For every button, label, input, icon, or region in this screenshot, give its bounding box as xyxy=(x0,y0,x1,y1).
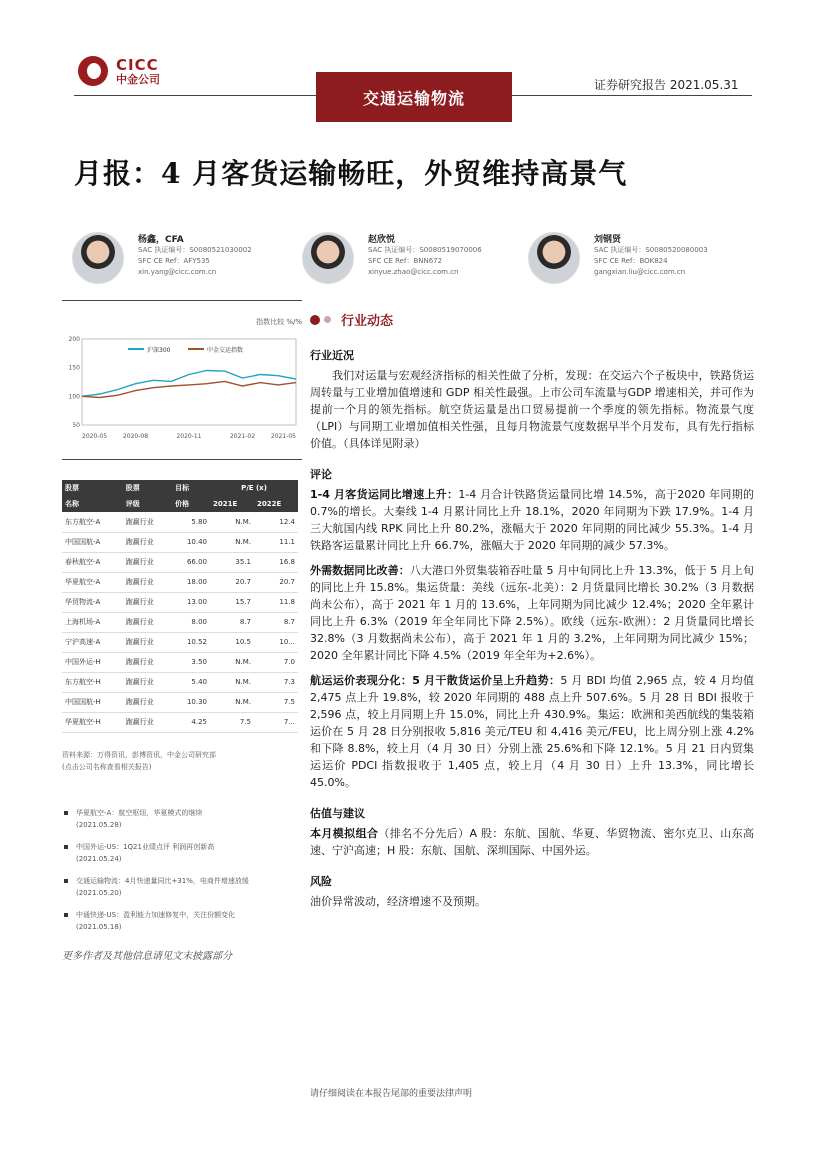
right-column xyxy=(310,310,754,910)
table-cell: N.M. xyxy=(210,652,254,672)
para-lead: 外需数据同比改善： xyxy=(310,564,410,577)
table-row xyxy=(62,592,298,612)
logo-en: CICC xyxy=(116,56,159,74)
related-date: (2021.05.18) xyxy=(76,922,122,931)
para-lead: 本月模拟组合 xyxy=(310,827,379,840)
stock-name-link[interactable]: 宁沪高速-A xyxy=(62,632,123,652)
related-title[interactable]: 中通快递-US：盈利能力加速修复中，关注份额变化 xyxy=(76,910,236,919)
legend-label: 沪深300 xyxy=(147,347,171,354)
analyst-name: 刘钢贤 xyxy=(594,235,622,245)
chart-meta: 指数比较 %/% xyxy=(256,318,302,326)
y-tick-label: 50 xyxy=(72,422,80,429)
th: 价格 xyxy=(172,496,210,512)
sector-badge: 交通运输物流 xyxy=(316,72,512,122)
legend-label: 中金交运指数 xyxy=(207,347,244,354)
table-cell: 15.7 xyxy=(210,592,254,612)
table-cell: 35.1 xyxy=(210,552,254,572)
table-cell: 20.7 xyxy=(210,572,254,592)
y-tick-label: 150 xyxy=(68,364,80,372)
table-row xyxy=(62,712,298,732)
related-date: (2021.05.20) xyxy=(76,888,122,897)
table-cell: N.M. xyxy=(210,532,254,552)
related-report-item[interactable] xyxy=(62,807,302,831)
analyst-sac: SAC 执证编号：S0080521030002 xyxy=(138,246,252,254)
table-cell: 7.5 xyxy=(254,692,298,712)
analyst-avatar xyxy=(302,232,354,284)
table-cell: 10.30 xyxy=(172,692,210,712)
para-body: 5 月 BDI 均值 2,965 点，较 4 月均值 2,475 点上升 19.8%，较 2020 年同期的 488 点上升 507.6%。5 月 28 日 BDI 报收于 2,596 点，较上月同期上升 15.0%，同比上升 430.9%。集运：欧洲和美西航线的集装箱运价在 5 月 28 日分别报收 5,816 美元/TEU 和 4,416 美元/FEU，比上周分别上涨 4.2%和下降 8.8%，较上月（4 月 30 日）分别上涨 25.6%和下降 12.1%。5 月 21 日内贸集运运价 PDCI 指数报收于 1,405 点，较上月（4 月 30 日）上升 13.3%，同比增长 45.0%。 xyxy=(310,674,754,789)
divider xyxy=(62,300,302,301)
x-tick-label: 2021-05 xyxy=(270,433,296,440)
table-header-row xyxy=(62,480,298,496)
analyst-card xyxy=(594,232,708,278)
para-risk: 油价异常波动，经济增速不及预期。 xyxy=(310,895,486,908)
para-shipping xyxy=(310,672,754,791)
table-cell: 12.4 xyxy=(254,512,298,532)
y-tick-label: 200 xyxy=(68,336,80,343)
table-cell: 跑赢行业 xyxy=(123,712,172,732)
analyst-avatar xyxy=(72,232,124,284)
cicc-logo-icon xyxy=(78,56,108,86)
table-cell: 7.0 xyxy=(254,652,298,672)
logo-cn: 中金公司 xyxy=(116,73,160,86)
plot-frame xyxy=(82,339,296,425)
table-cell: 8.7 xyxy=(254,612,298,632)
para-body: 1-4 月合计铁路货运量同比增 14.5%，高于2020 年同期的 0.7%的增长。大秦线 1-4 月累计同比上升 18.1%，2020 年同期为下跌 17.9%。1-4 月三大航国内线 RPK 同比上升 80.2%，涨幅大于 2020 年同期的同比减少 55.3%。1-4 月铁路客运量累计同比上升 66.7%，涨幅大于 2020 年同期的减少 57.3%。 xyxy=(310,488,754,552)
para-portfolio xyxy=(310,825,754,859)
stock-name-link[interactable]: 东方航空-A xyxy=(62,512,123,532)
th: 目标 xyxy=(172,480,210,496)
th: 2021E xyxy=(210,496,254,512)
table-row xyxy=(62,612,298,632)
table-cell: 18.00 xyxy=(172,572,210,592)
analyst-card xyxy=(138,232,252,278)
table-cell: 跑赢行业 xyxy=(123,552,172,572)
table-cell: 跑赢行业 xyxy=(123,512,172,532)
th: 名称 xyxy=(62,496,123,512)
heading-recent: 行业近况 xyxy=(310,349,354,362)
table-cell: 4.25 xyxy=(172,712,210,732)
analyst-sfc: SFC CE Ref：AFY535 xyxy=(138,257,210,265)
related-report-item[interactable] xyxy=(62,909,302,933)
analyst-email[interactable]: xinyue.zhao@cicc.com.cn xyxy=(368,268,459,276)
table-cell: 跑赢行业 xyxy=(123,692,172,712)
para-body: （排名不分先后）A 股：东航、国航、华夏、华贸物流、密尔克卫、山东高速、宁沪高速；H 股：东航、国航、深圳国际、中国外运。 xyxy=(310,827,754,857)
th: 2022E xyxy=(254,496,298,512)
table-cell: N.M. xyxy=(210,512,254,532)
report-type-date: 证券研究报告 2021.05.31 xyxy=(594,78,739,92)
analyst-avatar xyxy=(528,232,580,284)
stock-name-link[interactable]: 华夏航空-H xyxy=(62,712,123,732)
table-cell: 66.00 xyxy=(172,552,210,572)
stock-name-link[interactable]: 春秋航空-A xyxy=(62,552,123,572)
related-date: (2021.05.24) xyxy=(76,854,122,863)
analyst-email[interactable]: gangxian.liu@cicc.com.cn xyxy=(594,268,686,276)
table-row xyxy=(62,572,298,592)
analyst-name: 赵欣悦 xyxy=(368,235,396,245)
table-cell: 11.1 xyxy=(254,532,298,552)
stock-name-link[interactable]: 中国国航-H xyxy=(62,692,123,712)
x-tick-label: 2020-05 xyxy=(82,433,108,440)
table-cell: 跑赢行业 xyxy=(123,652,172,672)
bullet-dot-icon xyxy=(324,316,331,323)
table-cell: 8.00 xyxy=(172,612,210,632)
para-body: 八大港口外贸集装箱吞吐量 5 月中旬同比上升 13.3%，低于 5 月上旬的同比上升 15.8%。集运货量：美线（远东-北美）：2 月货量同比增长 30.2%（3 月数据尚未公布），高于 2021 年 1 月的 13.6%，上年同期为同比减少 12.4%；2020 全年累计同比上升 6.3%（2019 年全年同比下降 2.5%）。欧线（远东-欧洲）：2 月货量同比增长 32.8%（3 月数据尚未公布），高于 2021 年 1 月的 3.2%，上年同期为同比减少 15%；2020 全年累计同比下降 4.5%（2019 年全年为+2.6%）。 xyxy=(310,564,754,662)
th: P/E (x) xyxy=(210,480,298,496)
para-recent: 我们对运量与宏观经济指标的相关性做了分析，发现：在交运六个子板块中，铁路货运周转量与工业增加值增速和 GDP 相关性最强。上市公司车流量与GDP 增速相关，并可作为提前一个月的领先指标。航空货运量是出口贸易提前一个季度的领先指标。物流景气度（LPI）与同期工业增加值相关性强，且每月物流景气度数据早半个月发布，具有先行指标价值。（具体详见附录） xyxy=(310,369,754,450)
divider xyxy=(62,459,302,460)
table-cell: 10.5 xyxy=(210,632,254,652)
th: 股票 xyxy=(62,480,123,496)
heading-risk: 风险 xyxy=(310,875,332,888)
x-tick-label: 2020-11 xyxy=(176,433,202,440)
table-cell: 13.00 xyxy=(172,592,210,612)
section-title xyxy=(310,310,754,329)
table-header-row xyxy=(62,496,298,512)
related-report-item[interactable] xyxy=(62,841,302,865)
table-row xyxy=(62,652,298,672)
table-cell: 5.40 xyxy=(172,672,210,692)
stock-name-link[interactable]: 中国外运-H xyxy=(62,652,123,672)
y-tick-label: 100 xyxy=(68,393,80,401)
table-cell: 20.7 xyxy=(254,572,298,592)
table-cell: 11.8 xyxy=(254,592,298,612)
table-cell: 7.5 xyxy=(210,712,254,732)
stock-name-link[interactable]: 东方航空-H xyxy=(62,672,123,692)
analyst-card xyxy=(368,232,482,278)
bullet-dot-icon xyxy=(310,315,320,325)
table-cell: 跑赢行业 xyxy=(123,592,172,612)
table-cell: 10.52 xyxy=(172,632,210,652)
table-cell: 7... xyxy=(254,712,298,732)
left-column xyxy=(62,300,302,962)
para-lead: 航运运价表现分化：5 月干散货运价呈上升趋势： xyxy=(310,674,561,687)
table-cell: 3.50 xyxy=(172,652,210,672)
stock-name-link[interactable]: 华夏航空-A xyxy=(62,572,123,592)
para-external-demand xyxy=(310,562,754,664)
analyst-email[interactable]: xin.yang@cicc.com.cn xyxy=(138,268,217,276)
table-cell: 7.3 xyxy=(254,672,298,692)
table-cell: 跑赢行业 xyxy=(123,532,172,552)
x-tick-label: 2020-08 xyxy=(122,433,149,440)
table-cell: 跑赢行业 xyxy=(123,672,172,692)
related-report-item[interactable] xyxy=(62,875,302,899)
section-title-text: 行业动态 xyxy=(341,314,394,329)
x-tick-label: 2021-02 xyxy=(229,433,256,440)
table-cell: 跑赢行业 xyxy=(123,612,172,632)
table-cell: N.M. xyxy=(210,692,254,712)
table-row xyxy=(62,512,298,532)
table-row xyxy=(62,692,298,712)
table-cell: 跑赢行业 xyxy=(123,572,172,592)
footer-disclaimer[interactable]: 请仔细阅读在本报告尾部的重要法律声明 xyxy=(310,1089,473,1099)
table-row xyxy=(62,632,298,652)
related-title[interactable]: 中国外运-US：1Q21业绩点评 利润再创新高 xyxy=(76,842,215,851)
para-lead: 1-4 月客货运同比增速上升： xyxy=(310,488,459,501)
analyst-sac: SAC 执证编号：S0080520080003 xyxy=(594,246,708,254)
table-cell: 8.7 xyxy=(210,612,254,632)
heading-valuation: 估值与建议 xyxy=(310,807,365,820)
rating-table xyxy=(62,480,298,733)
para-traffic xyxy=(310,486,754,554)
analyst-name: 杨鑫，CFA xyxy=(138,235,184,245)
heading-comment: 评论 xyxy=(310,468,332,481)
th: 股票 xyxy=(123,480,172,496)
related-date: (2021.05.28) xyxy=(76,820,122,829)
page-title: 月报：4 月客货运输畅旺，外贸维持高景气 xyxy=(74,157,628,190)
table-cell: 5.80 xyxy=(172,512,210,532)
index-comparison-chart xyxy=(62,335,302,447)
table-cell: N.M. xyxy=(210,672,254,692)
related-title[interactable]: 华夏航空-A：航空枢纽，华夏模式的继续 xyxy=(76,808,203,817)
table-cell: 跑赢行业 xyxy=(123,632,172,652)
table-cell: 16.8 xyxy=(254,552,298,572)
table-row xyxy=(62,552,298,572)
source-note: (点击公司名称查看相关报告) xyxy=(62,762,152,771)
table-cell: 10... xyxy=(254,632,298,652)
analyst-sac: SAC 执证编号：S0080519070006 xyxy=(368,246,482,254)
stock-name-link[interactable]: 中国国航-A xyxy=(62,532,123,552)
table-row xyxy=(62,532,298,552)
stock-name-link[interactable]: 华贸物流-A xyxy=(62,592,123,612)
analyst-sfc: SFC CE Ref：BNN672 xyxy=(368,257,443,265)
related-reports xyxy=(62,807,302,933)
stock-name-link[interactable]: 上海机场-A xyxy=(62,612,123,632)
table-cell: 10.40 xyxy=(172,532,210,552)
analyst-sfc: SFC CE Ref：BOK824 xyxy=(594,257,668,265)
table-row xyxy=(62,672,298,692)
source-note: 资料来源：万得资讯，彭博资讯，中金公司研究部 xyxy=(62,750,216,759)
th: 评级 xyxy=(123,496,172,512)
read-more-link[interactable]: 更多作者及其他信息请见文末披露部分 xyxy=(62,950,232,962)
related-title[interactable]: 交通运输物流：4月快递量同比+31%，电商件增速放缓 xyxy=(76,876,249,885)
